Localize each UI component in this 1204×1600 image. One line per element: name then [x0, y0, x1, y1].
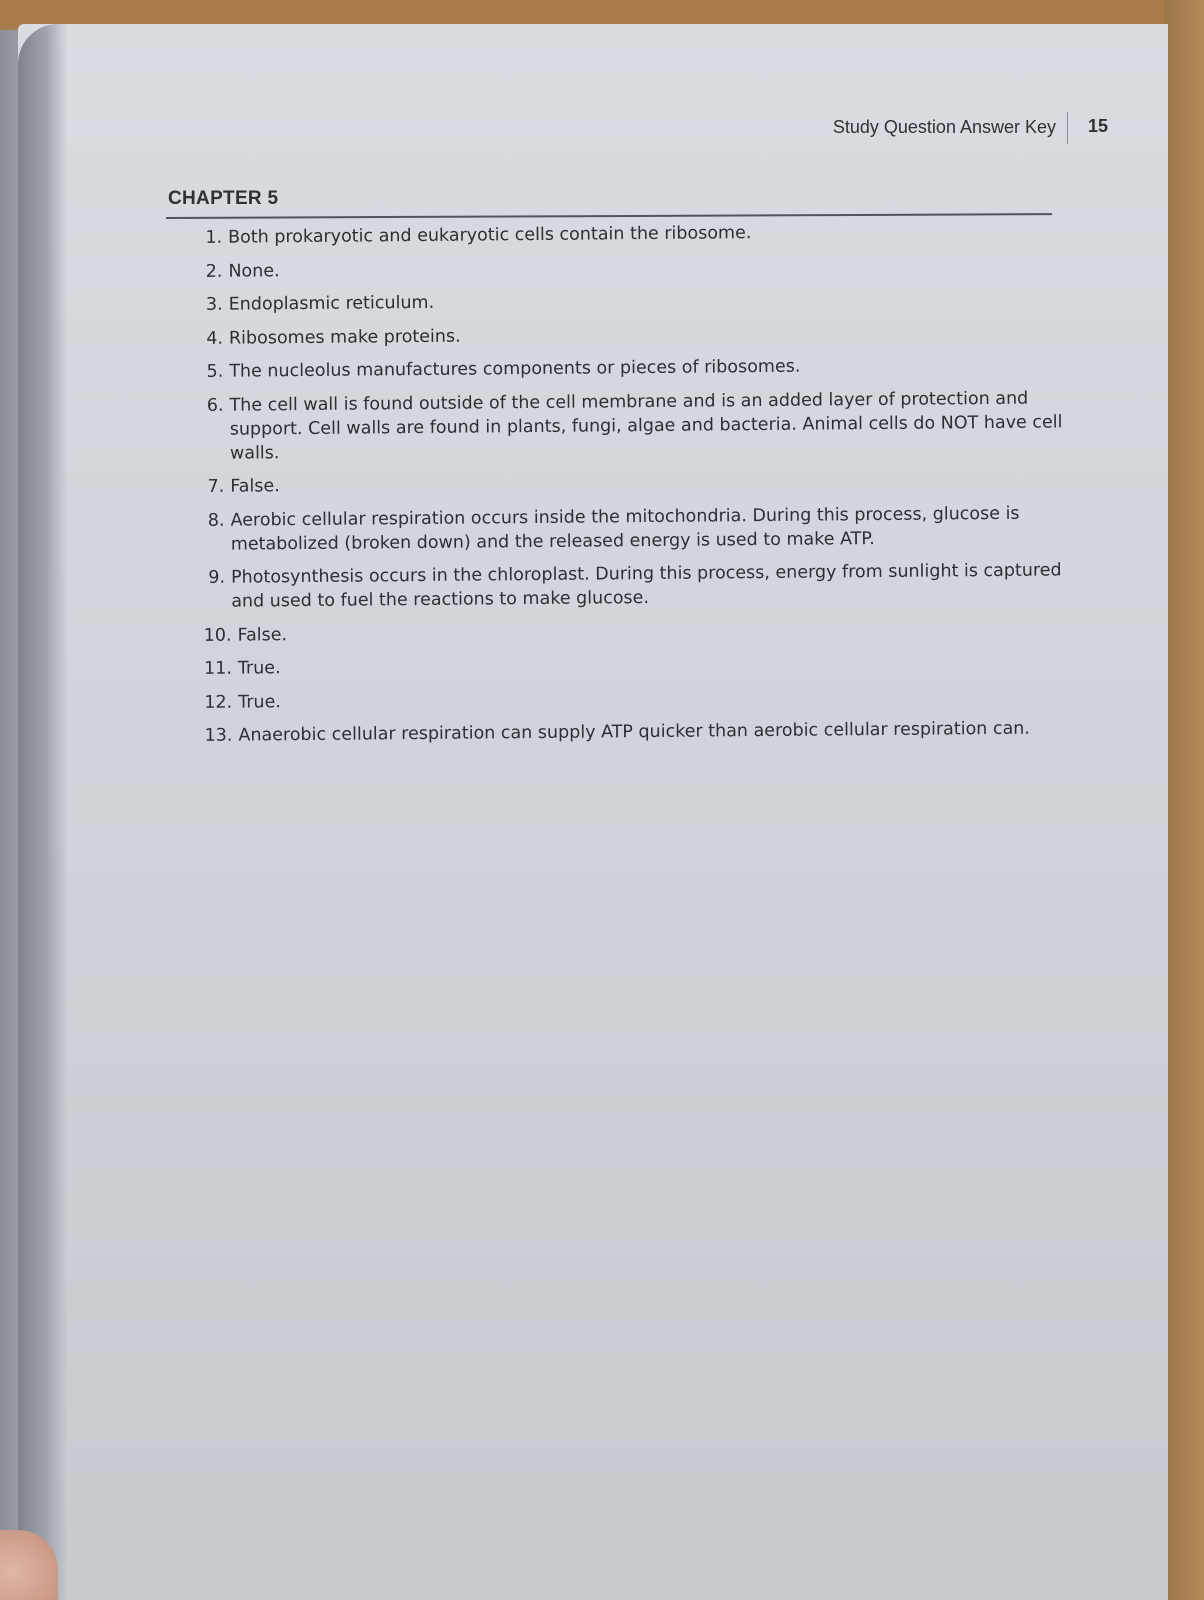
answer-item: [190, 252, 1070, 284]
answer-text: True.: [237, 658, 281, 679]
answer-number: 10.: [203, 625, 232, 646]
answer-item: [191, 352, 1071, 384]
book-page: [18, 24, 1168, 1600]
answer-number: 7.: [207, 476, 225, 497]
answer-text: Endoplasmic reticulum.: [228, 292, 435, 315]
answer-number: 9.: [208, 567, 226, 588]
answer-number: 8.: [207, 510, 225, 531]
answer-text: False.: [237, 624, 288, 646]
answer-number: 2.: [205, 261, 223, 282]
answer-item: [191, 319, 1071, 351]
answer-text: Photosynthesis occurs in the chloroplast. During this process, energy from sunlight is captured and used to fuel the reactions to make glucose.: [230, 560, 1062, 612]
answer-text: Anaerobic cellular respiration can supply ATP quicker than aerobic cellular respiration can.: [238, 718, 1031, 746]
answer-text: False.: [230, 476, 280, 497]
page-header: [18, 112, 1168, 152]
answer-item: [192, 467, 1072, 499]
answer-number: 13.: [204, 725, 233, 746]
answer-number: 11.: [203, 658, 232, 679]
answer-item: [191, 386, 1072, 466]
answer-number: 4.: [206, 328, 224, 349]
answer-item: [193, 616, 1073, 648]
answer-item: [192, 501, 1072, 557]
page-number: 15: [1087, 116, 1108, 136]
answer-item: [194, 683, 1074, 715]
answer-item: [194, 649, 1074, 681]
answer-item: [191, 285, 1071, 317]
answer-item: [194, 716, 1074, 748]
chapter-title: CHAPTER 5: [168, 188, 279, 209]
answer-item: [190, 218, 1070, 250]
table-surface: [1164, 0, 1204, 1600]
answer-number: 3.: [205, 294, 223, 315]
answer-text: Ribosomes make proteins.: [228, 326, 461, 349]
answer-text: Both prokaryotic and eukaryotic cells contain the ribosome.: [228, 223, 752, 248]
answer-number: 6.: [206, 395, 224, 416]
answer-number: 12.: [204, 692, 233, 713]
answer-list: [190, 218, 1075, 757]
answer-number: 5.: [206, 361, 224, 382]
chapter-rule: [166, 213, 1052, 219]
header-divider: [1067, 112, 1068, 144]
running-head: Study Question Answer Key: [832, 117, 1056, 137]
answer-text: The nucleolus manufactures components or pieces of ribosomes.: [229, 356, 801, 382]
answer-text: Aerobic cellular respiration occurs inside the mitochondria. During this process, glucose is metabolized (broken down) and the released energy is used to make ATP.: [230, 503, 1020, 555]
answer-text: None.: [228, 260, 280, 282]
answer-text: True.: [238, 691, 281, 713]
answer-number: 1.: [205, 227, 223, 248]
answer-item: [193, 558, 1073, 614]
answer-text: The cell wall is found outside of the cell membrane and is an added layer of protection and support. Cell walls are found in plants, fungi, algae and bacteria. Animal cells do NOT have cell walls.: [229, 388, 1063, 464]
page-gutter-shadow: [18, 24, 68, 1600]
